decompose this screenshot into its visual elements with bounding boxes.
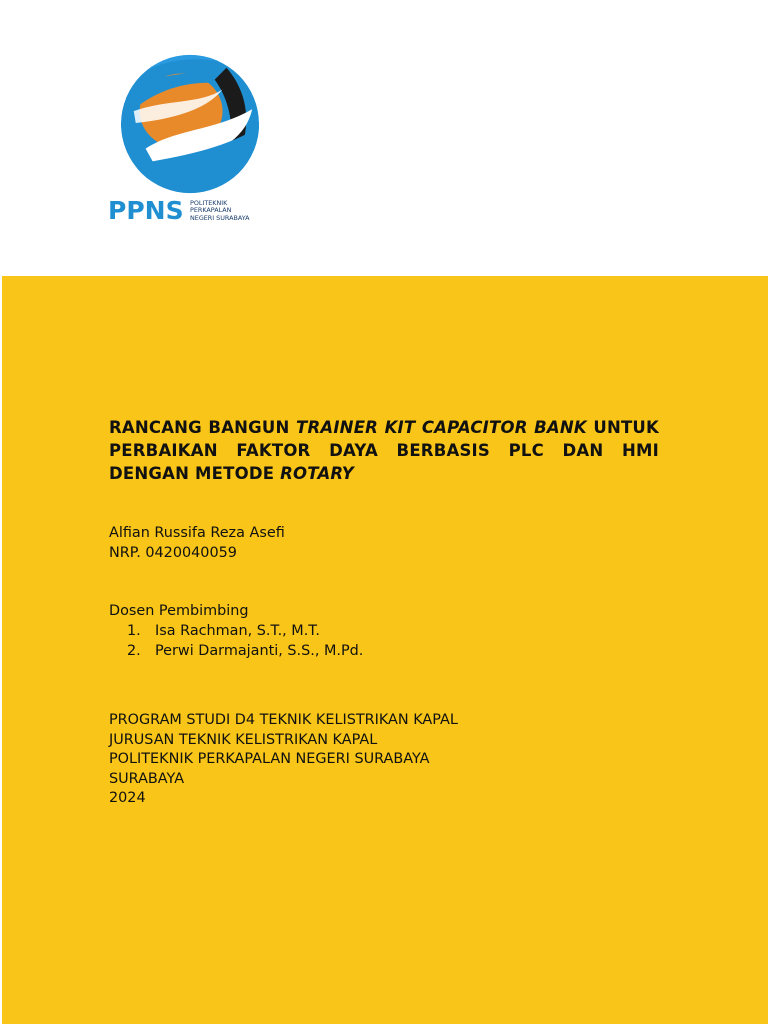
study-program: PROGRAM STUDI D4 TEKNIK KELISTRIKAN KAPAL: [109, 712, 458, 728]
advisor-name: Isa Rachman, S.T., M.T.: [155, 623, 320, 639]
advisor-list: [109, 621, 659, 661]
author-block: [109, 523, 659, 563]
logo-tagline-line: NEGERI SURABAYA: [190, 213, 250, 222]
year: 2024: [109, 790, 146, 806]
advisor-name: Perwi Darmajanti, S.S., M.Pd.: [155, 643, 364, 659]
title-italic-text: TRAINER KIT CAPACITOR BANK: [296, 418, 587, 437]
school-name: POLITEKNIK PERKAPALAN NEGERI SURABAYA: [109, 751, 430, 767]
logo-tagline-line: PERKAPALAN: [190, 206, 232, 215]
author-name: Alfian Russifa Reza Asefi: [109, 525, 285, 541]
title-text: UNTUK: [586, 418, 659, 437]
department: JURUSAN TEKNIK KELISTRIKAN KAPAL: [109, 731, 378, 748]
list-number: 1.: [127, 623, 141, 639]
thesis-title: [109, 416, 659, 485]
advisor-heading: Dosen Pembimbing: [109, 603, 249, 619]
city: SURABAYA: [109, 770, 185, 787]
title-italic-text: ROTARY: [280, 464, 354, 483]
logo-tagline-line: POLITEKNIK: [190, 199, 228, 207]
title-line-3: [109, 462, 659, 485]
list-item: [109, 641, 659, 661]
ppns-globe-emblem-icon: [114, 50, 266, 198]
title-line-1: [109, 416, 659, 439]
institution-block: [109, 711, 659, 809]
cover-content: [109, 416, 659, 809]
ppns-logo: [106, 50, 286, 230]
logo-tagline: [190, 200, 280, 222]
advisor-block: [109, 601, 659, 661]
logo-acronym: PPNS: [108, 196, 184, 225]
author-nrp: NRP. 0420040059: [109, 545, 237, 561]
title-line-2: PERBAIKAN FAKTOR DAYA BERBASIS PLC DAN HMI: [109, 441, 659, 460]
title-text: DENGAN METODE: [109, 464, 281, 483]
list-item: [109, 621, 659, 641]
list-number: 2.: [127, 643, 141, 659]
title-text: RANCANG BANGUN: [109, 418, 297, 437]
